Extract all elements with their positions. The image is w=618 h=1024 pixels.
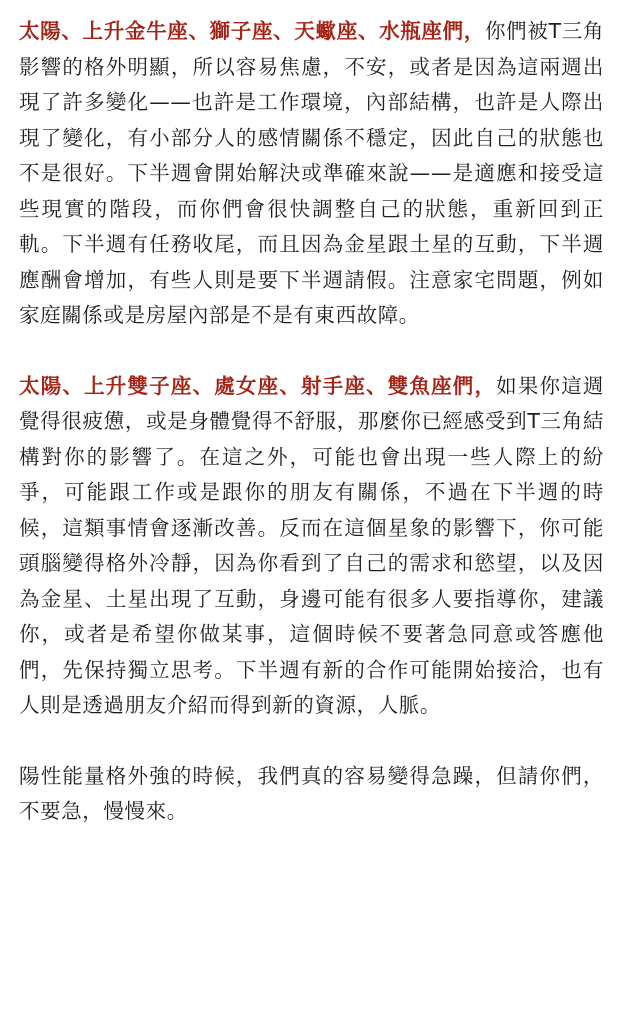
- paragraph-body-fixed-signs: 你們被T三角影響的格外明顯，所以容易焦慮，不安，或者是因為這兩週出現了許多變化——也許是工作環境，內部結構，也許是人際出現了變化，有小部分人的感情關係不穩定，因此自己的狀態也不是很好。下半週會開始解決或準確來說——是適應和接受這些現實的階段，而你們會很快調整自己的狀態，重新回到正軌。下半週有任務收尾，而且因為金星跟土星的互動，下半週應酬會增加，有些人則是要下半週請假。注意家宅問題，例如家庭關係或是房屋內部是不是有東西故障。: [19, 19, 604, 327]
- paragraph-mutable-signs: [19, 369, 604, 724]
- paragraph-earth-fixed-signs: [19, 14, 604, 334]
- paragraph-lead-mutable-signs: 太陽、上升雙子座、處女座、射手座、雙魚座們，: [19, 373, 497, 398]
- paragraph-body-mutable-signs: 如果你這週覺得很疲憊，或是身體覺得不舒服，那麼你已經感受到T三角結構對你的影響了。在這之外，可能也會出現一些人際上的紛爭，可能跟工作或是跟你的朋友有關係，不過在下半週的時候，這類事情會逐漸改善。反而在這個星象的影響下，你可能頭腦變得格外冷靜，因為你看到了自己的需求和慾望，以及因為金星、土星出現了互動，身邊可能有很多人要指導你，建議你，或者是希望你做某事，這個時候不要著急同意或答應他們，先保持獨立思考。下半週有新的合作可能開始接洽，也有人則是透過朋友介紹而得到新的資源，人脈。: [19, 373, 605, 717]
- paragraph-closing: [19, 759, 604, 830]
- paragraph-lead-fixed-signs: 太陽、上升金牛座、獅子座、天蠍座、水瓶座們，: [19, 19, 485, 43]
- paragraph-body-closing: 陽性能量格外強的時候，我們真的容易變得急躁，但請你們，不要急，慢慢來。: [19, 763, 604, 823]
